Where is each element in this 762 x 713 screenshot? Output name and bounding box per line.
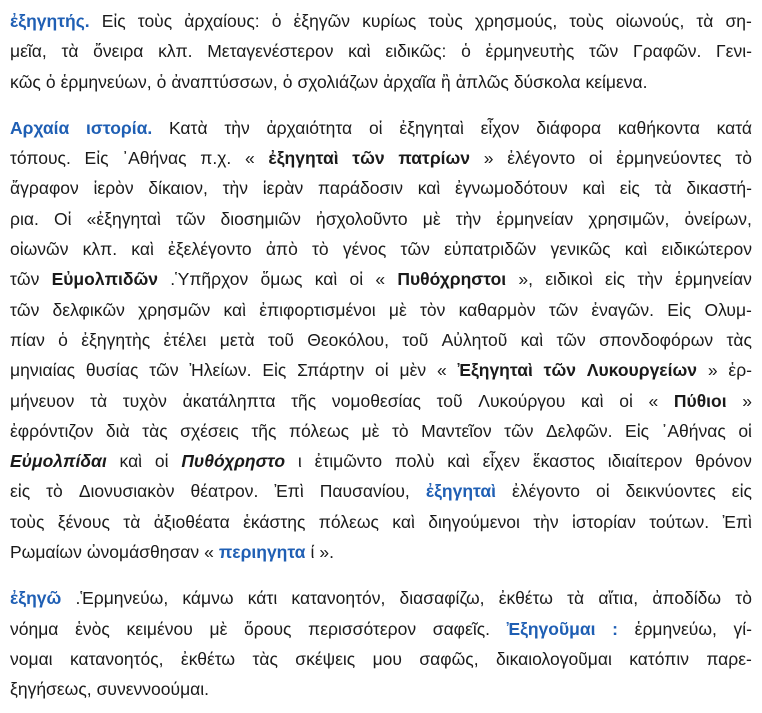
word: » (483, 148, 494, 169)
word: πολὺ (394, 451, 435, 472)
word: εἰς (10, 481, 31, 502)
word: τῶν (176, 208, 206, 229)
word: τούτων. (649, 511, 710, 532)
text-line (10, 614, 752, 644)
word: ὀνείρων, (684, 208, 752, 229)
emphasized-word: τῶν (543, 360, 576, 381)
word: ἐξηγηταὶ (399, 117, 464, 138)
word: διὰ (105, 420, 130, 441)
word: σχέσεις (180, 420, 239, 441)
word: καὶ (624, 239, 648, 260)
word: » (707, 360, 718, 381)
word: αἴτια, (598, 588, 639, 609)
text-line (10, 416, 752, 446)
word: Ἐπὶ (722, 511, 752, 532)
emphasized-word: Εὐμολπιδῶν (51, 269, 158, 290)
word: τῶν (548, 299, 579, 320)
word: καθήκοντα (617, 117, 700, 138)
word: ὄνειρα (93, 41, 144, 62)
word: δεικνύοντες (625, 481, 716, 502)
paragraph-exegetes (10, 6, 752, 97)
word: χρησμῶν (138, 299, 211, 320)
word: .Ἑρμηνεύω, (75, 588, 169, 609)
word: καὶ (223, 299, 247, 320)
text-line (10, 113, 752, 143)
word: ειδικοὶ (545, 269, 593, 290)
word: τοῦ (267, 329, 294, 350)
word: δίκαιον, (148, 178, 208, 199)
word: σαφῶς, (419, 648, 479, 669)
emphasized-word: Πυθόχρηστο (181, 451, 286, 472)
word: Ἠλείων. (189, 360, 252, 381)
word: « (648, 390, 659, 411)
word: τὴν (455, 208, 482, 229)
word: Μαντεῖον (421, 420, 492, 441)
word: ἱερὸν (93, 178, 134, 199)
word: Αὐλητοῦ (441, 329, 508, 350)
word: ». (319, 542, 334, 563)
word: τῶν (556, 329, 586, 350)
word: κλπ. (158, 41, 193, 62)
word: διάφορα (536, 117, 602, 138)
word: «ἐξηγηταὶ (86, 208, 161, 229)
word: χρησμούς, (474, 11, 558, 31)
text-line (10, 234, 752, 264)
word: τῶν (400, 239, 430, 260)
word: « (437, 360, 447, 381)
word: γένος (342, 239, 387, 260)
word: Ολυμ- (704, 299, 752, 320)
word: θυσίας (85, 360, 139, 381)
word: ἀποδίδω (652, 588, 722, 609)
emphasized-word: Πυθόχρηστοι (397, 269, 507, 290)
word: κατά (716, 117, 752, 138)
word: συνεννοούμαι. (96, 679, 210, 700)
paragraph-exego (10, 583, 752, 704)
word: ειδικῶς: (385, 41, 447, 62)
word: ἑρ- (728, 360, 752, 381)
word: κατανοητός, (69, 648, 164, 669)
word: ιδιαίτερον (607, 451, 683, 472)
word: παρε- (706, 648, 752, 669)
word: εἰς (604, 269, 626, 290)
word: Γενι- (716, 41, 752, 62)
word: .Ὑπῆρχον (170, 269, 249, 290)
word: τὰς (252, 648, 278, 669)
word: νόημα (10, 618, 59, 639)
word: Εἰς (625, 420, 650, 441)
text-line (10, 325, 752, 355)
word: τῶν (149, 360, 179, 381)
word: οἰωνούς, (615, 11, 685, 31)
word: τὸ (735, 588, 752, 609)
word: δελφικῶν (52, 299, 125, 320)
word: καὶ (392, 511, 415, 532)
word: Δελφῶν. (545, 420, 613, 441)
word: δύσκολα (513, 71, 581, 92)
word: » (742, 390, 752, 411)
word: καὶ (582, 178, 605, 199)
word: οἱ (368, 117, 383, 138)
word: ἀκατάληπτα (182, 390, 276, 411)
word: διηγούμενοι (428, 511, 520, 532)
word: οἱ (154, 451, 169, 472)
word: « (204, 542, 214, 563)
word: Παυσανίου, (319, 481, 410, 502)
word: περισσότερον (308, 618, 417, 639)
word: ἐναγῶν. (591, 299, 655, 320)
text-line (10, 6, 752, 36)
word: ὁ (271, 11, 282, 31)
emphasized-word: Πύθιοι (673, 390, 727, 411)
word: ὁ (45, 71, 56, 92)
word: τὸ (391, 420, 409, 441)
word: κυρίως (362, 11, 417, 31)
word: ἐξελέγοντο (168, 239, 252, 260)
paragraph-ancient-history (10, 113, 752, 567)
word: τὰ (567, 588, 585, 609)
word: διοσημιῶν (220, 208, 301, 229)
word: ἐλέγοντο (511, 481, 580, 502)
text-line (10, 644, 752, 674)
word: σπονδοφόρων (599, 329, 714, 350)
word: ὅρους (244, 618, 292, 639)
text-line (10, 674, 752, 704)
word: τυχὸν (122, 390, 167, 411)
word: ὁ (156, 71, 167, 92)
word: ση- (725, 11, 752, 31)
word: ἐξηγῶν (293, 11, 351, 31)
word: τὰ (654, 178, 672, 199)
word: σχολιάζων (297, 71, 379, 92)
word: ἀρχαιότητα (266, 117, 353, 138)
word: θέατρον. (190, 481, 259, 502)
word: κατανοητόν, (291, 588, 386, 609)
emphasized-word: Λυκουργείων (586, 360, 697, 381)
word: καὶ (520, 329, 544, 350)
word: κείμενα. (585, 71, 648, 92)
word: τὸν (419, 299, 446, 320)
word: ἀξιοθέατα (153, 511, 230, 532)
word: ἐξηγητὴς (81, 329, 151, 350)
word: οἱ (595, 481, 610, 502)
word: οἱ (619, 390, 633, 411)
word: οἱ (349, 269, 364, 290)
word: π.χ. (200, 148, 232, 169)
word: οἱ (588, 148, 603, 169)
word: κῶς (10, 71, 41, 92)
word: τῶν (10, 269, 40, 290)
word: Εἰς (84, 148, 109, 169)
word: ἑνὸς (75, 618, 110, 639)
word: ρια. (10, 208, 39, 229)
emphasized-word: : (612, 618, 618, 639)
text-line (10, 143, 752, 173)
word: τοῦ (402, 329, 429, 350)
word: ἠσχολοῦντο (315, 208, 408, 229)
word: τοὺς (10, 511, 45, 532)
word: εἰς (619, 178, 640, 199)
emphasized-word: ἐξηγῶ (10, 588, 62, 609)
word: δικαιολογοῦμαι (495, 648, 612, 669)
word: ὁ (461, 41, 471, 62)
emphasized-word: περιηγητα (218, 542, 306, 563)
word: κλπ. (82, 239, 118, 260)
word: μου (372, 648, 402, 669)
word: ι (297, 451, 302, 472)
word: τὰ (90, 390, 108, 411)
word: ἐκθέτω (498, 588, 553, 609)
word: ὁ (282, 71, 293, 92)
word: κειμένου (126, 618, 193, 639)
text-line (10, 264, 752, 294)
word: ᾿Αθήνας (661, 420, 726, 441)
word: οἱ (738, 420, 752, 441)
word: ἀρχαῖα (383, 71, 437, 92)
text-line (10, 386, 752, 416)
word: », (518, 269, 533, 290)
word: ἐτέλει (163, 329, 207, 350)
word: Κατὰ (168, 117, 208, 138)
word: ἐτιμῶντο (314, 451, 383, 472)
word: οἰωνῶν (10, 239, 69, 260)
word: πόλεως (318, 511, 379, 532)
word: δικαστή- (686, 178, 752, 199)
text-line (10, 583, 752, 613)
word: ἐκθέτω (180, 648, 236, 669)
word: κάτι (247, 588, 278, 609)
word: τὴν (222, 178, 249, 199)
word: πίαν (10, 329, 45, 350)
word: ἢ (441, 71, 451, 92)
word: τὰ (61, 41, 79, 62)
word: τοῦ (436, 390, 463, 411)
word: τῶν (588, 41, 619, 62)
word: εἰς (731, 481, 752, 502)
word: ειδικώτερον (661, 239, 752, 260)
text-line (10, 537, 752, 567)
word: τῶν (504, 420, 534, 441)
word: ἀρχαίους: (184, 11, 260, 31)
word: Θεοκόλου, (307, 329, 389, 350)
word: ἁπλῶς (455, 71, 509, 92)
word: κάμνω (182, 588, 234, 609)
text-line (10, 295, 752, 325)
text-line (10, 355, 752, 385)
word: μεῖα, (10, 41, 47, 62)
text-line (10, 204, 752, 234)
word: καὶ (314, 269, 338, 290)
word: ἐγνωμοδότουν (454, 178, 568, 199)
word: διασαφίζω, (399, 588, 485, 609)
word: εἶχον (480, 117, 520, 138)
text-line (10, 36, 752, 66)
emphasized-word: ιστορία. (86, 117, 153, 138)
word: τὸ (46, 481, 63, 502)
emphasized-word: τῶν (352, 148, 385, 169)
word: οἱ (375, 360, 389, 381)
word: καὶ (348, 41, 371, 62)
word: γενικῶς (550, 239, 611, 260)
emphasized-word: Ἐξηγηταὶ (457, 360, 533, 381)
word: Εἰς (101, 11, 126, 31)
word: Λυκούργου (478, 390, 566, 411)
word: ὁ (58, 329, 68, 350)
word: τοὺς (137, 11, 173, 31)
word: τὴν (533, 511, 559, 532)
word: τὰ (696, 11, 714, 31)
word: γί- (733, 618, 752, 639)
word: ὠνομάσθησαν (86, 542, 200, 563)
word: ἑρμηνεύων, (60, 71, 152, 92)
word: ξένους (57, 511, 110, 532)
word: τοὺς (569, 11, 604, 31)
text-line (10, 67, 752, 97)
word: ἑρμηνεύοντες (616, 148, 722, 169)
word: τὴν (637, 269, 663, 290)
word: ἐπιφορτισμένοι (259, 299, 376, 320)
word: ἑρμηνευτὴς (485, 41, 575, 62)
text-line (10, 507, 752, 537)
word: ᾿Αθήνας (122, 148, 187, 169)
word: καὶ (447, 451, 470, 472)
word: ἄγραφον (10, 178, 79, 199)
word: πόλεως (288, 420, 350, 441)
word: τὴν (224, 117, 250, 138)
word: μὲν (399, 360, 427, 381)
word: ἑκάστης (243, 511, 306, 532)
word: καθαρμὸν (458, 299, 536, 320)
word: ἀναπτύσσων, (171, 71, 278, 92)
word: ξηγήσεως, (10, 679, 92, 700)
emphasized-word: ἐξηγηταὶ (268, 148, 339, 169)
word: ί (310, 542, 315, 563)
word: τὰς (142, 420, 168, 441)
word: Σπάρτην (297, 360, 365, 381)
word: « (375, 269, 386, 290)
word: τὰ (123, 511, 141, 532)
word: καὶ (417, 178, 441, 199)
word: ὅμως (260, 269, 303, 290)
word: μήνευον (10, 390, 75, 411)
word: Διονυσιακὸν (78, 481, 175, 502)
word: νομαι (10, 648, 53, 669)
text-line (10, 173, 752, 203)
word: Εἰς (262, 360, 287, 381)
word: καὶ (119, 451, 143, 472)
word: Ρωμαίων (10, 542, 82, 563)
word: μὲ (209, 618, 228, 639)
word: ἑρμηνείαν (496, 208, 574, 229)
word: μὲ (361, 420, 380, 441)
word: Εἰς (667, 299, 692, 320)
word: ἀπὸ (265, 239, 298, 260)
word: ἑρμηνείαν (675, 269, 752, 290)
word: Ἐπὶ (274, 481, 304, 502)
word: σαφεῖς. (432, 618, 491, 639)
word: θρόνον (695, 451, 752, 472)
word: κατόπιν (629, 648, 689, 669)
word: Οἱ (53, 208, 72, 229)
word: ἐλέγοντο (507, 148, 576, 169)
word: τῶν (10, 299, 40, 320)
word: σκέψεις (295, 648, 356, 669)
word: τῆς (291, 390, 317, 411)
text-line (10, 476, 752, 506)
word: τόπους. (10, 148, 71, 169)
emphasized-word: Εὐμολπίδαι (10, 451, 107, 472)
word: ἑρμηνεύω, (634, 618, 717, 639)
word: τῆς (251, 420, 277, 441)
word: μὲ (422, 208, 441, 229)
word: Μεταγενέστερον (207, 41, 334, 62)
word: εὐπατριδῶν (444, 239, 537, 260)
emphasized-word: ἐξηγητής. (10, 11, 90, 31)
emphasized-word: Ἐξηγοῦμαι (506, 618, 596, 639)
word: μετὰ (219, 329, 255, 350)
word: χρησιμῶν, (588, 208, 670, 229)
word: τὸ (312, 239, 329, 260)
emphasized-word: πατρίων (398, 148, 471, 169)
word: ἕκαστος (532, 451, 595, 472)
word: καὶ (581, 390, 604, 411)
word: παράδοσιν (318, 178, 403, 199)
word: ἱερὰν (262, 178, 304, 199)
text-line (10, 446, 752, 476)
word: νομοθεσίας (331, 390, 421, 411)
word: Γραφῶν. (633, 41, 702, 62)
word: τοὺς (428, 11, 463, 31)
word: μηνιαίας (10, 360, 76, 381)
word: καὶ (131, 239, 154, 260)
emphasized-word: Αρχαία (10, 117, 70, 138)
word: « (244, 148, 255, 169)
word: μὲ (388, 299, 407, 320)
word: τὸ (735, 148, 752, 169)
emphasized-word: ἐξηγηταὶ (425, 481, 496, 502)
word: ἐφρόντιζον (10, 420, 94, 441)
word: ἱστορίαν (572, 511, 636, 532)
word: τὰς (726, 329, 752, 350)
word: εἶχεν (482, 451, 521, 472)
